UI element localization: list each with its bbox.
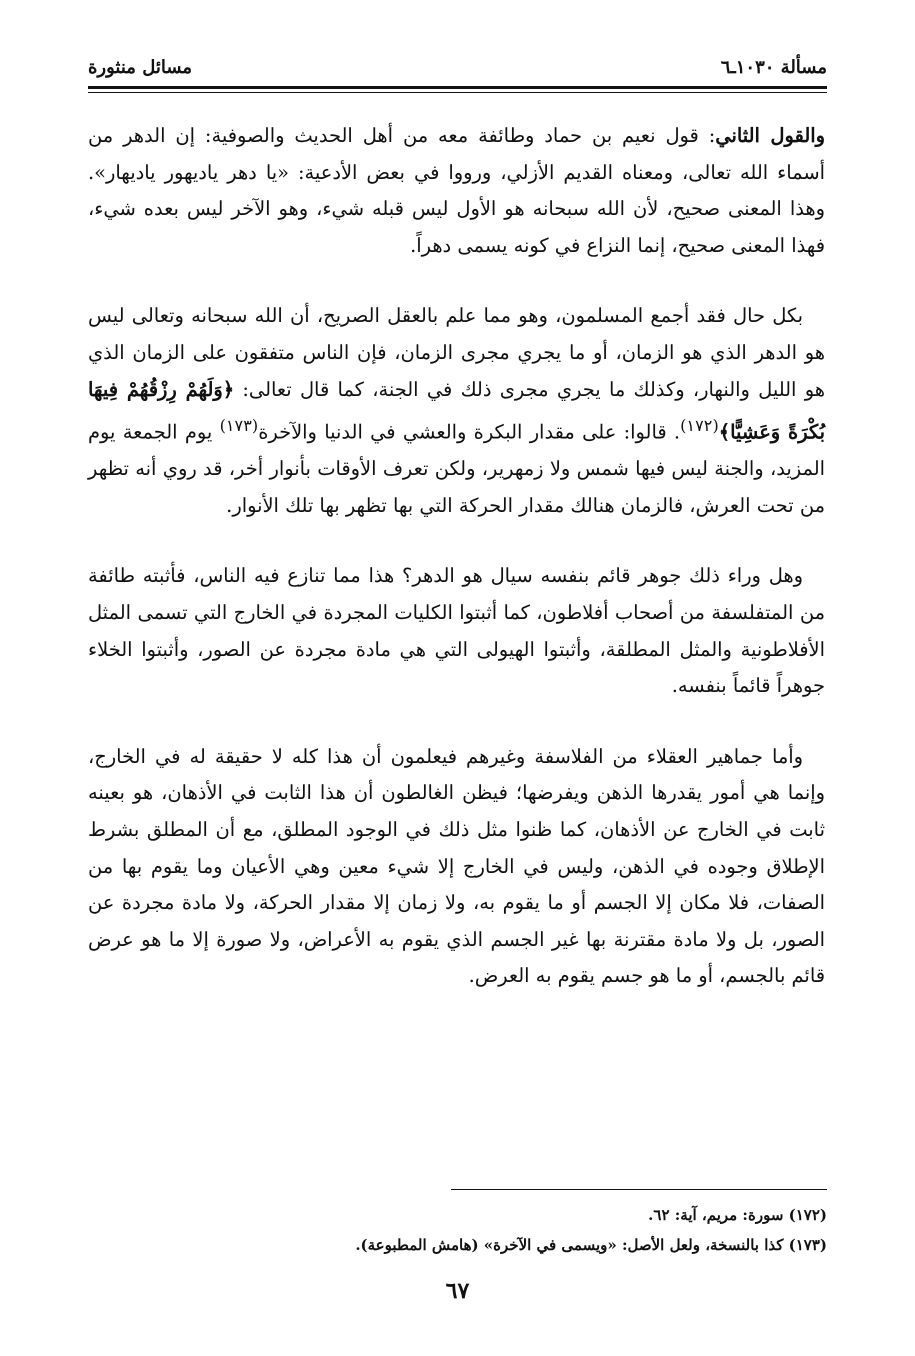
paragraph [88,739,825,995]
header-rule-thin [88,92,827,93]
paragraph-text: وأما جماهير العقلاء من الفلاسفة وغيرهم فيعلمون أن هذا كله لا حقيقة له في الخارج، وإنما هي أمور يقدرها الذهن ويفرضها؛ فيظن الغالطون أن هذا الثابت في الأذهان، هو بعينه ثابت في الخارج عن الأذهان، كما ظنوا مثل ذلك في الوجود المطلق، مع أن المطلق بشرط الإطلاق وجوده في الذهن، وليس في الخارج إلا شيء معين وهي الأعيان وما يقوم بها من الصفات، فلا مكان إلا الجسم أو ما يقوم به، ولا زمان إلا مقدار الحركة، ولا مادة مجردة عن الصور، بل ولا مادة مقترنة بها غير الجسم الذي يقوم به الأعراض، ولا صورة إلا ما هو عرض قائم بالجسم، أو ما هو جسم يقوم به العرض. [88,744,825,988]
book-title: مسائل منثورة [88,57,193,78]
main-text [88,118,825,1029]
paragraph [88,118,825,264]
footnote-separator [451,1189,827,1190]
paragraph-lead: والقول الثاني [715,124,825,147]
paragraph-text: . قالوا: على مقدار البكرة والعشي في الدنيا والآخرة [258,420,681,444]
paragraph [88,558,825,704]
paragraph-text: بكل حال فقد أجمع المسلمون، وهو مما علم بالعقل الصريح، أن الله سبحانه وتعالى ليس هو الدهر الذي هو الزمان، أو ما يجري مجرى الزمان، فإن الناس متفقون على الزمان الذي هو الليل والنهار، وكذلك ما يجري مجرى ذلك في الجنة، كما قال تعالى: [88,304,825,401]
footnote: (١٧٢) سورة: مريم، آية: ٦٢. [648,1206,827,1224]
running-head [88,52,827,78]
paragraph-text: : قول نعيم بن حماد وطائفة معه من أهل الحديث والصوفية: إن الدهر من أسماء الله تعالى، ومعناه القديم الأزلي، ورووا في بعض الأدعية: «يا دهر ياديهور ياديهار». وهذا المعنى صحيح، لأن الله سبحانه هو الأول ليس قبله شيء، وهو الآخر ليس بعده شيء، فهذا المعنى صحيح، إنما النزاع في كونه يسمى دهراً. [88,124,825,257]
page-number: ٦٧ [445,1278,470,1304]
paragraph-text: وهل وراء ذلك جوهر قائم بنفسه سيال هو الدهر؟ هذا مما تنازع فيه الناس، فأثبته طائفة من المتفلسفة من أصحاب أفلاطون، كما أثبتوا الكليات المجردة في الخارج التي تسمى المثل الأفلاطونية والمثل المطلقة، وأثبتوا الهيولى التي هي مادة مجردة عن الصور، وأثبتوا الخلاء جوهراً قائماً بنفسه. [88,564,825,698]
footnote-ref[interactable]: (١٧٢) [680,416,719,436]
issue-number: مسألة ١٠٣٠ـ٦ [720,57,827,78]
paragraph-text: يوم الجمعة يوم المزيد، والجنة ليس فيها شمس ولا زمهرير، ولكن تعرف الأوقات بأنوار أخر، قد روي أنه تظهر من تحت العرش، فالزمان هنالك مقدار الحركة التي بها تظهر بها تلك الأنوار. [88,420,825,517]
footnotes [88,1200,827,1260]
footnote-ref[interactable]: (١٧٣) [219,416,259,436]
quran-verse: ﴿وَلَهُمْ رِزْقُهُمْ فِيهَا بُكْرَةً وَعَشِيًّا﴾ [88,377,825,444]
paragraph [88,298,825,524]
footnote: (١٧٣) كذا بالنسخة، ولعل الأصل: «ويسمى في الآخرة» (هامش المطبوعة). [355,1236,827,1254]
header-rule-thick [88,86,827,89]
